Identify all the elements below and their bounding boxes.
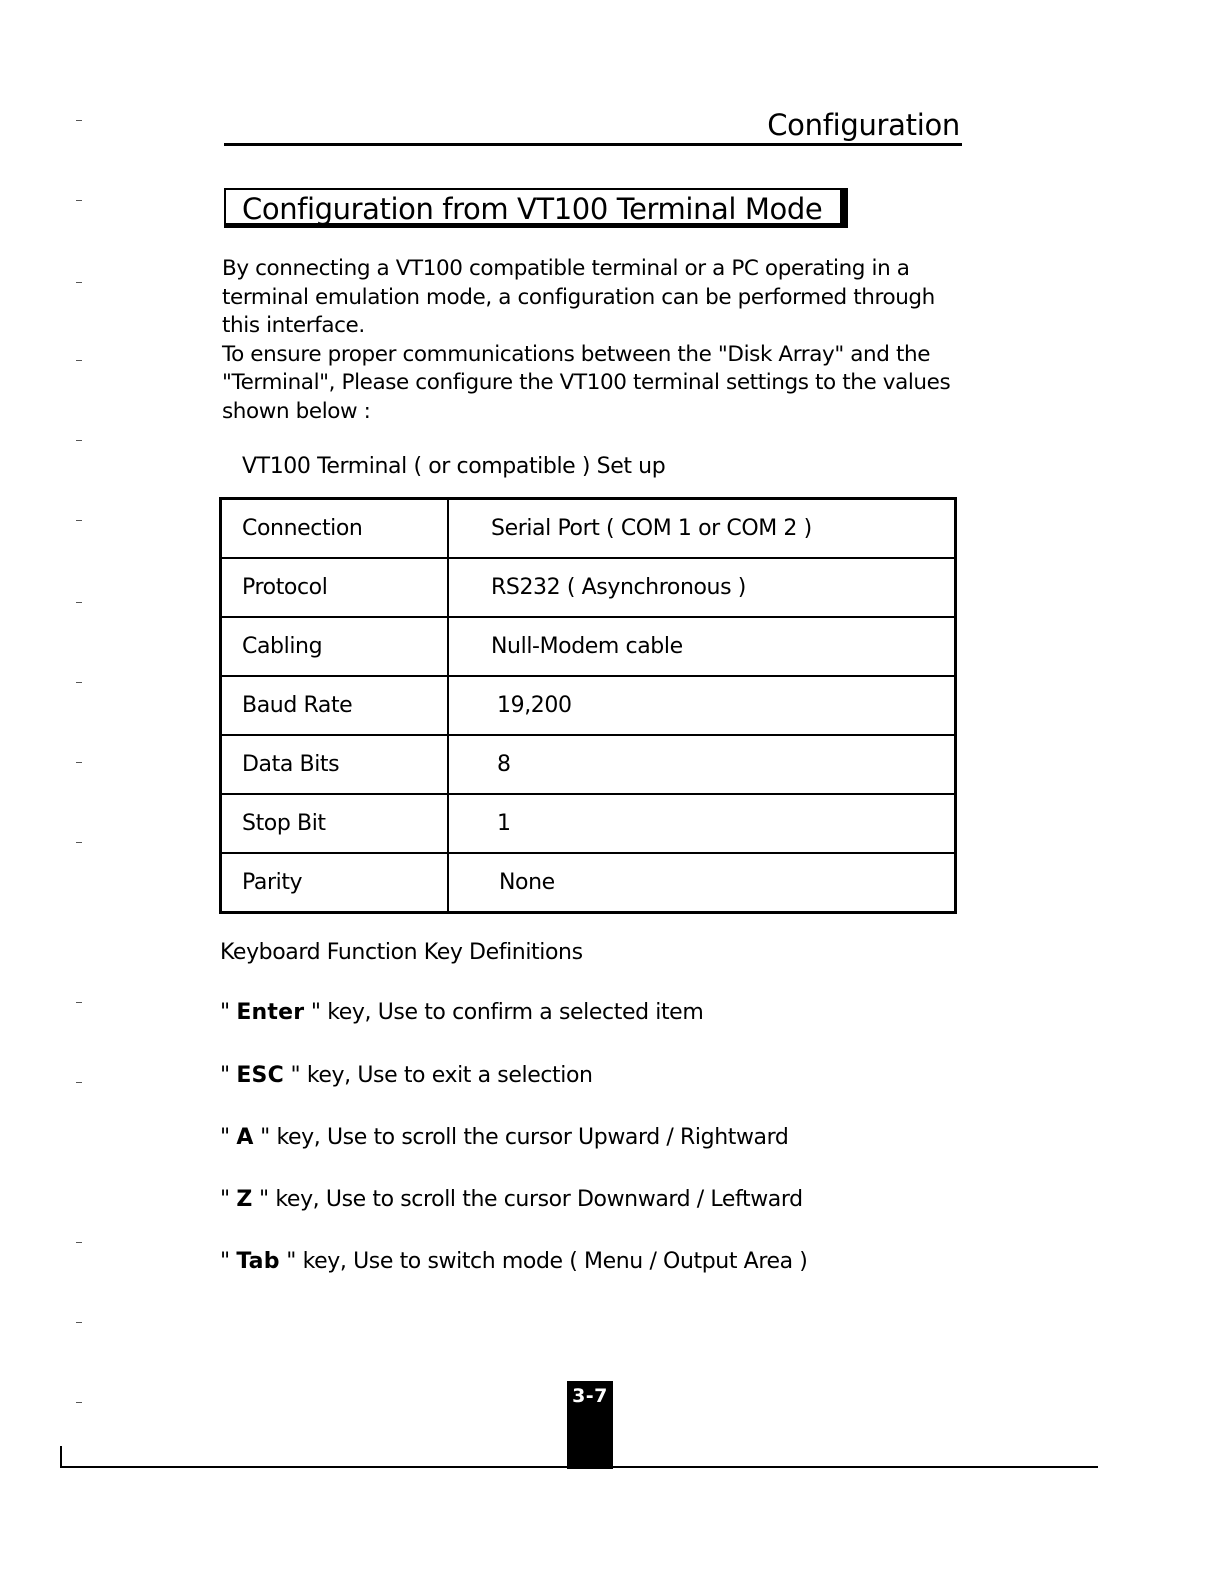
table-row [221,853,956,913]
footer-rule [60,1466,1098,1468]
scan-margin-mark [76,602,82,603]
table-row [221,735,956,794]
scan-margin-mark [76,762,82,763]
scan-margin-mark [76,1322,82,1323]
table-row [221,794,956,853]
setup-heading: VT100 Terminal ( or compatible ) Set up [242,454,666,479]
key-definition: " ESC " key, Use to exit a selection [220,1063,593,1088]
scan-margin-mark [76,440,82,441]
scan-margin-mark [76,842,82,843]
key-description: key, Use to exit a selection [306,1063,593,1088]
table-row [221,617,956,676]
key-description: key, Use to confirm a selected item [327,1000,704,1025]
key-name: Tab [236,1249,280,1274]
setting-value: 19,200 [448,676,956,735]
key-name: Enter [236,1000,305,1025]
intro-paragraph-1: By connecting a VT100 compatible terminal or a PC operating in a terminal emulation mode, a configuration can be performed through this interface. [222,256,935,338]
setting-name: Cabling [221,617,449,676]
setting-value: None [448,853,956,913]
key-name: ESC [236,1063,284,1088]
setting-name: Parity [221,853,449,913]
header-rule [224,143,962,146]
scan-margin-mark [76,360,82,361]
footer-tick [60,1446,62,1466]
setting-value: 8 [448,735,956,794]
key-definition: " Tab " key, Use to switch mode ( Menu / Output Area ) [220,1249,808,1274]
scan-margin-mark [76,520,82,521]
intro-text [222,255,962,426]
key-definition: " A " key, Use to scroll the cursor Upward / Rightward [220,1125,789,1150]
scan-margin-mark [76,282,82,283]
keys-heading: Keyboard Function Key Definitions [220,940,583,965]
setting-value: Serial Port ( COM 1 or COM 2 ) [448,499,956,559]
scan-margin-mark [76,1242,82,1243]
setting-name: Baud Rate [221,676,449,735]
page-number-tab [567,1381,613,1469]
key-description: key, Use to scroll the cursor Upward / Rightward [276,1125,789,1150]
table-row [221,558,956,617]
key-name: Z [236,1187,253,1212]
table-row [221,676,956,735]
scan-margin-mark [76,1082,82,1083]
scan-margin-mark [76,200,82,201]
setting-name: Data Bits [221,735,449,794]
scan-margin-mark [76,120,82,121]
setting-value: Null-Modem cable [448,617,956,676]
key-description: key, Use to scroll the cursor Downward / Leftward [275,1187,803,1212]
scan-margin-mark [76,682,82,683]
key-name: A [236,1125,254,1150]
section-title: Configuration from VT100 Terminal Mode [242,192,823,226]
page-header-title: Configuration [767,108,960,142]
setting-name: Protocol [221,558,449,617]
page-number: 3-7 [572,1385,608,1407]
intro-paragraph-2: To ensure proper communications between the "Disk Array" and the "Terminal", Please configure the VT100 terminal settings to the values shown below : [222,341,951,424]
setting-value: 1 [448,794,956,853]
key-definition: " Enter " key, Use to confirm a selected item [220,1000,704,1025]
section-title-box [224,188,848,228]
setting-name: Stop Bit [221,794,449,853]
setting-value: RS232 ( Asynchronous ) [448,558,956,617]
key-definition: " Z " key, Use to scroll the cursor Downward / Leftward [220,1187,803,1212]
scan-margin-mark [76,1402,82,1403]
setting-name: Connection [221,499,449,559]
scan-margin-mark [76,1002,82,1003]
table-row [221,499,956,559]
key-description: key, Use to switch mode ( Menu / Output Area ) [302,1249,808,1274]
terminal-settings-table [219,497,957,914]
